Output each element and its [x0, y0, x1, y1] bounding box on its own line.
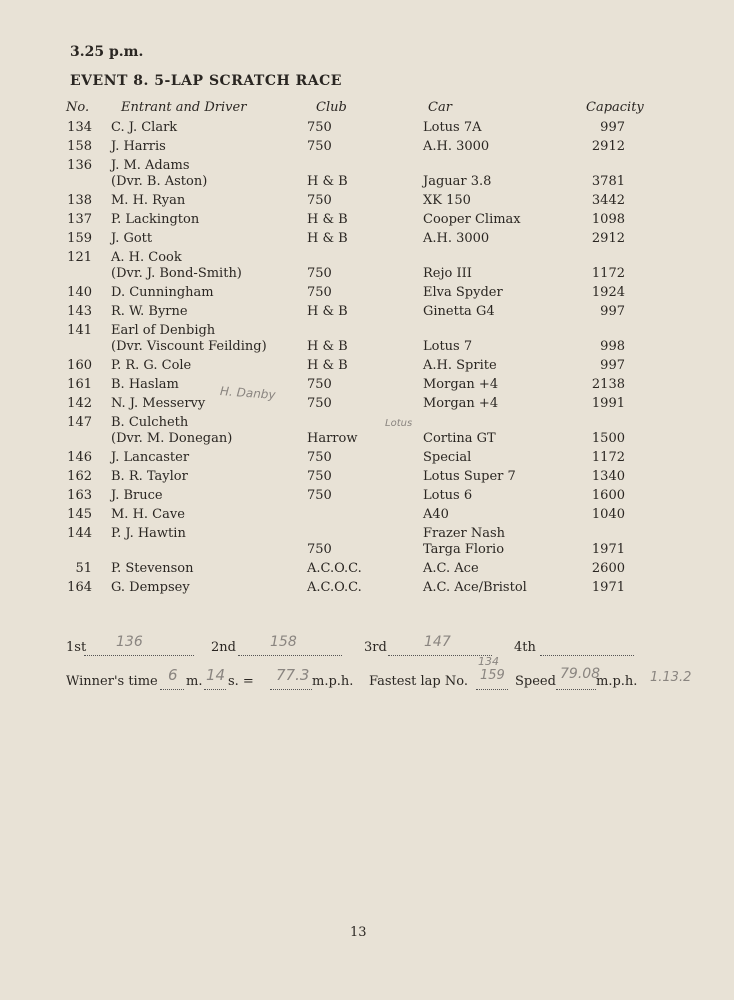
header-club: Club	[316, 100, 347, 115]
entry-car: Ginetta G4	[423, 304, 495, 319]
entry-row	[0, 488, 734, 504]
entry-number: 51	[75, 561, 92, 576]
entry-row	[0, 580, 734, 596]
entry-car: Special	[423, 450, 472, 465]
entry-club: H & B	[307, 358, 348, 373]
entry-number: 136	[67, 158, 92, 173]
entry-entrant: B. Haslam	[111, 377, 179, 392]
entry-row	[0, 377, 734, 393]
entry-car: A.C. Ace/Bristol	[423, 580, 527, 595]
entry-row	[0, 415, 734, 447]
header-capacity: Capacity	[586, 100, 644, 115]
entry-capacity: 1098	[591, 212, 625, 227]
fastest-lap-value: 159	[480, 668, 505, 683]
winners-time-label: Winner's time	[66, 674, 158, 689]
entry-row	[0, 212, 734, 228]
event-title: EVENT 8. 5-LAP SCRATCH RACE	[70, 73, 342, 89]
fastest-lap-value-above: 134	[478, 655, 499, 668]
event-time: 3.25 p.m.	[70, 44, 144, 60]
entry-car: Frazer Nash	[423, 526, 506, 541]
entry-entrant: J. Lancaster	[111, 450, 190, 465]
entry-capacity: 1924	[591, 285, 625, 300]
entry-number: 146	[67, 450, 92, 465]
entry-row	[0, 358, 734, 374]
entry-club: 750	[307, 120, 332, 135]
entry-entrant: C. J. Clark	[111, 120, 178, 135]
entry-capacity: 2138	[591, 377, 625, 392]
entry-entrant: M. H. Cave	[111, 507, 185, 522]
m-label: m.	[186, 674, 203, 689]
header-entrant: Entrant and Driver	[121, 100, 247, 115]
entry-entrant: P. Stevenson	[111, 561, 194, 576]
s-label: s. =	[228, 674, 254, 689]
entry-car: A.H. Sprite	[423, 358, 497, 373]
entry-capacity: 1971	[591, 580, 625, 595]
entry-entrant: B. Culcheth	[111, 415, 189, 430]
fourth-dots	[540, 641, 634, 656]
speed-label: Speed	[515, 674, 556, 689]
entry-entrant: R. W. Byrne	[111, 304, 188, 319]
entry-entrant: (Dvr. B. Aston)	[111, 174, 208, 189]
entry-capacity: 3781	[591, 174, 625, 189]
fastest-lap-label: Fastest lap No.	[369, 674, 468, 689]
entry-number: 138	[67, 193, 92, 208]
entry-capacity: 2912	[591, 231, 625, 246]
header-car: Car	[428, 100, 452, 115]
entry-row	[0, 469, 734, 485]
handwritten-danby: H. Danby	[219, 384, 276, 402]
entry-club: 750	[307, 542, 332, 557]
entry-club: 750	[307, 285, 332, 300]
entry-club: Harrow	[307, 431, 358, 446]
seconds-value: 14	[206, 666, 226, 684]
handwritten-lotus: Lotus	[385, 418, 413, 429]
entry-row	[0, 158, 734, 190]
first-value: 136	[116, 634, 143, 650]
entry-car: Lotus 7	[423, 339, 473, 354]
entry-number: 142	[67, 396, 92, 411]
entry-club: H & B	[307, 174, 348, 189]
entry-club: 750	[307, 488, 332, 503]
entry-capacity: 1991	[591, 396, 625, 411]
entry-car: Targa Florio	[423, 542, 505, 557]
entry-entrant: B. R. Taylor	[111, 469, 188, 484]
first-label: 1st	[66, 640, 87, 655]
entry-row	[0, 396, 734, 412]
margin-note: 1.13.2	[650, 670, 692, 685]
entry-row	[0, 139, 734, 155]
entry-number: 134	[67, 120, 92, 135]
entry-capacity: 997	[600, 304, 625, 319]
entry-entrant: J. Gott	[111, 231, 153, 246]
entry-capacity: 998	[600, 339, 625, 354]
third-label: 3rd	[364, 640, 387, 655]
entry-capacity: 1971	[591, 542, 625, 557]
entry-car: Lotus 7A	[423, 120, 482, 135]
entry-car: A.H. 3000	[423, 139, 490, 154]
entry-club: H & B	[307, 339, 348, 354]
entry-entrant: A. H. Cook	[111, 250, 182, 265]
entry-number: 164	[67, 580, 92, 595]
entry-number: 140	[67, 285, 92, 300]
entry-car: A.H. 3000	[423, 231, 490, 246]
entry-entrant: N. J. Messervy	[111, 396, 206, 411]
entry-capacity: 1172	[591, 450, 625, 465]
entry-row	[0, 231, 734, 247]
second-value: 158	[270, 634, 297, 650]
entry-entrant: J. Bruce	[111, 488, 163, 503]
entry-number: 145	[67, 507, 92, 522]
entry-number: 144	[67, 526, 92, 541]
entry-number: 143	[67, 304, 92, 319]
entry-club: A.C.O.C.	[307, 580, 362, 595]
entry-row	[0, 285, 734, 301]
minutes-value: 6	[168, 666, 178, 684]
entry-club: 750	[307, 193, 332, 208]
entry-row	[0, 304, 734, 320]
page-number: 13	[350, 925, 367, 940]
entry-club: 750	[307, 469, 332, 484]
entry-club: 750	[307, 266, 332, 281]
entry-entrant: P. J. Hawtin	[111, 526, 186, 541]
entry-entrant: G. Dempsey	[111, 580, 190, 595]
entry-capacity: 1040	[591, 507, 625, 522]
entry-number: 137	[67, 212, 92, 227]
entry-club: 750	[307, 139, 332, 154]
entry-number: 141	[67, 323, 92, 338]
entry-number: 160	[67, 358, 92, 373]
entry-entrant: M. H. Ryan	[111, 193, 186, 208]
entry-capacity: 2600	[591, 561, 625, 576]
entry-row	[0, 561, 734, 577]
entry-capacity: 1500	[591, 431, 625, 446]
entry-number: 121	[67, 250, 92, 265]
entry-car: Lotus Super 7	[423, 469, 516, 484]
entry-car: Lotus 6	[423, 488, 473, 503]
speed-value: 79.08	[560, 666, 601, 682]
entry-number: 147	[67, 415, 92, 430]
entry-row	[0, 450, 734, 466]
entry-entrant: (Dvr. M. Donegan)	[111, 431, 233, 446]
third-value: 147	[424, 634, 451, 650]
entry-capacity: 3442	[591, 193, 625, 208]
entry-number: 162	[67, 469, 92, 484]
header-no: No.	[66, 100, 90, 115]
entry-entrant: D. Cunningham	[111, 285, 214, 300]
entry-row	[0, 120, 734, 136]
entry-capacity: 1600	[591, 488, 625, 503]
entry-entrant: J. Harris	[111, 139, 166, 154]
entry-capacity: 997	[600, 358, 625, 373]
entry-club: 750	[307, 396, 332, 411]
entry-row	[0, 323, 734, 355]
mph-value: 77.3	[276, 666, 310, 684]
entry-car: A.C. Ace	[423, 561, 479, 576]
entry-club: A.C.O.C.	[307, 561, 362, 576]
entry-capacity: 997	[600, 120, 625, 135]
entry-row	[0, 193, 734, 209]
entry-car: Morgan +4	[423, 377, 499, 392]
entry-number: 158	[67, 139, 92, 154]
entry-club: H & B	[307, 212, 348, 227]
entry-entrant: (Dvr. Viscount Feilding)	[111, 339, 267, 354]
entry-club: 750	[307, 450, 332, 465]
fourth-label: 4th	[514, 640, 536, 655]
mph-label: m.p.h.	[312, 674, 354, 689]
entry-club: 750	[307, 377, 332, 392]
entry-row	[0, 250, 734, 282]
entry-capacity: 1340	[591, 469, 625, 484]
entry-car: Cooper Climax	[423, 212, 521, 227]
entry-club: H & B	[307, 304, 348, 319]
entry-car: Cortina GT	[423, 431, 496, 446]
entry-row	[0, 507, 734, 523]
entry-row	[0, 526, 734, 558]
entry-car: Morgan +4	[423, 396, 499, 411]
entry-car: A40	[423, 507, 449, 522]
speed-mph-label: m.p.h.	[596, 674, 638, 689]
entry-car: Rejo III	[423, 266, 472, 281]
entry-entrant: Earl of Denbigh	[111, 323, 216, 338]
entry-entrant: P. Lackington	[111, 212, 200, 227]
entry-number: 163	[67, 488, 92, 503]
entry-club: H & B	[307, 231, 348, 246]
entry-entrant: (Dvr. J. Bond-Smith)	[111, 266, 242, 281]
entry-capacity: 2912	[591, 139, 625, 154]
second-label: 2nd	[211, 640, 236, 655]
entry-number: 161	[67, 377, 92, 392]
entry-car: XK 150	[423, 193, 471, 208]
entry-number: 159	[67, 231, 92, 246]
entry-entrant: J. M. Adams	[111, 158, 190, 173]
entry-car: Jaguar 3.8	[423, 174, 492, 189]
entry-entrant: P. R. G. Cole	[111, 358, 192, 373]
entry-car: Elva Spyder	[423, 285, 503, 300]
entry-capacity: 1172	[591, 266, 625, 281]
